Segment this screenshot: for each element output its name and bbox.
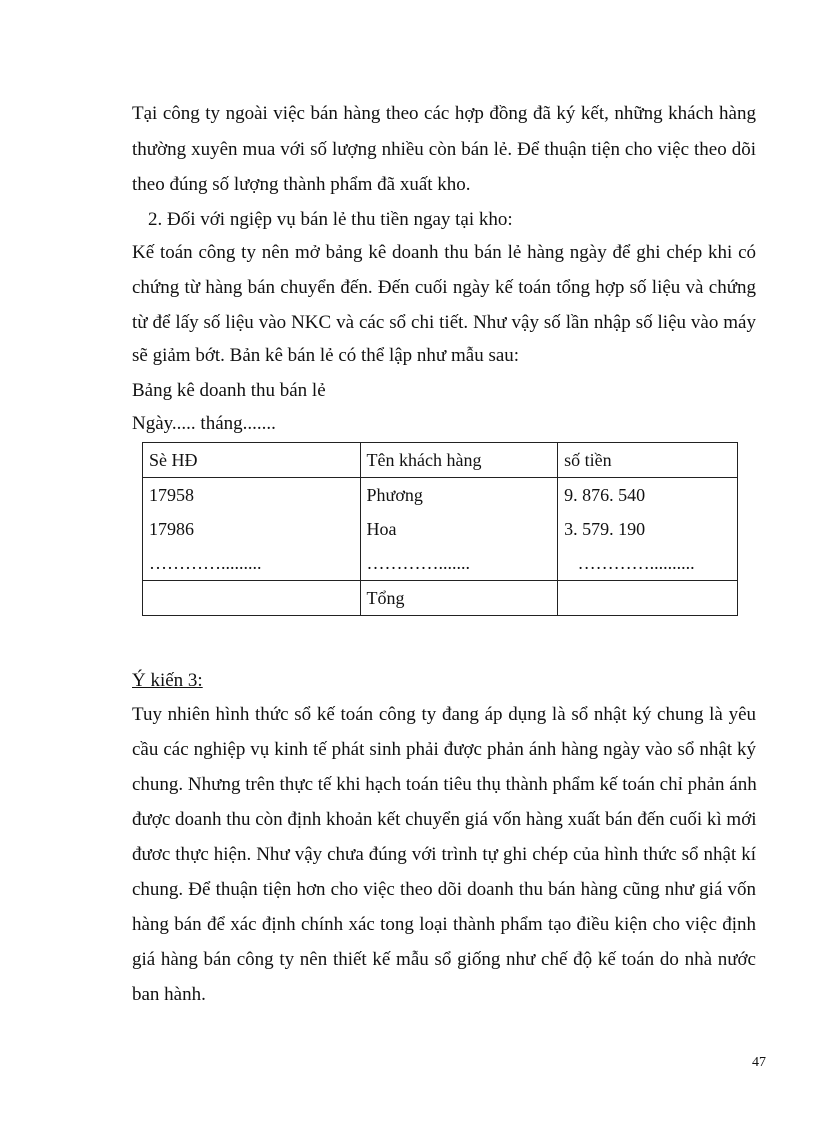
table-cell: ………….......... — [564, 553, 695, 573]
header-customer-name: Tên khách hàng — [360, 443, 558, 478]
paragraph-2-line-3: từ để lấy số liệu vào NKC và các sổ chi tiết. Như vậy số lần nhập số liệu vào máy — [132, 312, 756, 333]
table-cell: 9. 876. 540 — [564, 485, 646, 505]
paragraph-3-line-8: giá hàng bán công ty nên thiết kế mẫu sổ giống như chế độ kế toán do nhà nước — [132, 949, 756, 970]
table-date: Ngày..... tháng....... — [132, 413, 276, 434]
table-cell: 3. 579. 190 — [564, 519, 646, 539]
paragraph-1-line-2: thường xuyên mua với số lượng nhiều còn bán lẻ. Để thuận tiện cho việc theo dõi — [132, 139, 756, 160]
opinion-heading: Ý kiến 3: — [132, 670, 203, 691]
table-cell: …………......... — [149, 553, 262, 573]
table-cell: Phương — [366, 485, 423, 505]
paragraph-3-line-9: ban hành. — [132, 984, 206, 1005]
paragraph-2-line-4: sẽ giảm bớt. Bản kê bán lẻ có thể lập như mẫu sau: — [132, 345, 520, 366]
paragraph-3-line-4: được doanh thu còn định khoản kết chuyển giá vốn hàng xuất bán đến cuối kì mới — [132, 809, 757, 830]
paragraph-3-line-7: hàng bán để xác định chính xác tong loại thành phẩm tạo điều kiện cho việc định — [132, 914, 756, 935]
table-body-row — [143, 478, 738, 581]
paragraph-1-line-3: theo đúng số lượng thành phẩm đã xuất kho. — [132, 174, 471, 195]
customer-name-cell — [360, 478, 558, 581]
paragraph-1-line-1: Tại công ty ngoài việc bán hàng theo các hợp đồng đã ký kết, những khách hàng — [132, 103, 756, 124]
total-empty-cell — [143, 581, 361, 616]
paragraph-3-line-1: Tuy nhiên hình thức sổ kế toán công ty đang áp dụng là sổ nhật ký chung là yêu — [132, 704, 756, 725]
paragraph-3-line-6: chung. Để thuận tiện hơn cho việc theo dõi doanh thu bán hàng cũng như giá vốn — [132, 879, 756, 900]
table-cell: 17958 — [149, 485, 194, 505]
invoice-number-cell — [143, 478, 361, 581]
table-cell: 17986 — [149, 519, 194, 539]
header-amount: số tiền — [558, 443, 738, 478]
page-number: 47 — [752, 1055, 766, 1070]
paragraph-3-line-5: đươc thực hiện. Như vậy chưa đúng với trình tự ghi chép của hình thức sổ nhật kí — [132, 844, 756, 865]
total-amount-cell — [558, 581, 738, 616]
table-title: Bảng kê doanh thu bán lẻ — [132, 380, 326, 401]
table-cell: …………....... — [366, 553, 471, 573]
paragraph-3-line-3: chung. Nhưng trên thực tế khi hạch toán tiêu thụ thành phẩm kế toán chỉ phản ánh — [132, 774, 757, 795]
table-total-row — [143, 581, 738, 616]
paragraph-2-line-2: chứng từ hàng bán chuyển đến. Đến cuối ngày kế toán tổng hợp số liệu và chứng — [132, 277, 756, 298]
paragraph-3-line-2: cầu các nghiệp vụ kinh tế phát sinh phải được phản ánh hàng ngày vào sổ nhật ký — [132, 739, 756, 760]
section-heading-2: 2. Đối với ngiệp vụ bán lẻ thu tiền ngay tại kho: — [148, 209, 513, 230]
total-label: Tổng — [360, 581, 558, 616]
amount-cell — [558, 478, 738, 581]
table-cell: Hoa — [366, 519, 397, 539]
revenue-table — [142, 442, 738, 616]
header-invoice-number: Sè HĐ — [143, 443, 361, 478]
table-header-row — [143, 443, 738, 478]
paragraph-2-line-1: Kế toán công ty nên mở bảng kê doanh thu bán lẻ hàng ngày để ghi chép khi có — [132, 242, 756, 263]
